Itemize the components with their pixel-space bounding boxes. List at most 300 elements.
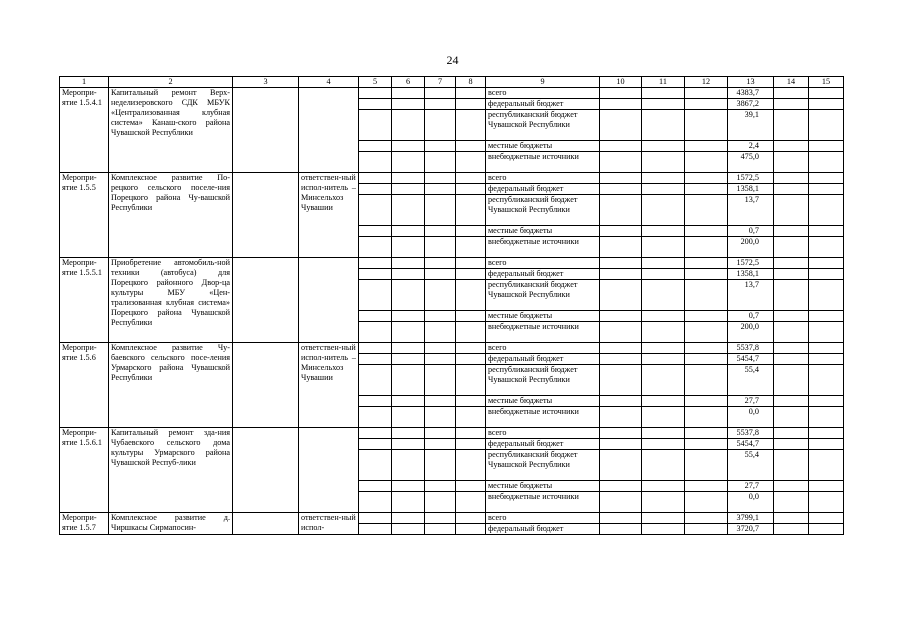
executor: ответствен-ный испол-: [299, 513, 359, 535]
empty-cell: [809, 343, 844, 354]
empty-cell: [774, 88, 809, 99]
empty-cell: [359, 513, 392, 524]
empty-cell: [425, 396, 456, 407]
funding-source: внебюджетные источники: [486, 152, 600, 173]
empty-cell: [809, 184, 844, 195]
funding-source: всего: [486, 88, 600, 99]
empty-cell: [685, 141, 728, 152]
amount-value: 55,4: [728, 450, 774, 481]
empty-cell: [425, 492, 456, 513]
amount-value: 1358,1: [728, 184, 774, 195]
empty-cell: [809, 141, 844, 152]
empty-cell: [642, 439, 685, 450]
page-number: 24: [446, 53, 459, 67]
empty-cell: [809, 492, 844, 513]
empty-cell: [809, 513, 844, 524]
column-header: 7: [425, 77, 456, 88]
empty-cell: [642, 226, 685, 237]
empty-cell: [774, 428, 809, 439]
funding-source: местные бюджеты: [486, 141, 600, 152]
empty-cell: [425, 237, 456, 258]
empty-cell: [685, 184, 728, 195]
empty-cell: [359, 99, 392, 110]
empty-cell: [642, 152, 685, 173]
empty-cell: [774, 152, 809, 173]
activity-name: Комплексное развитие По-рецкого сельского поселе-ния Порецкого района Чу-вашской Республики: [109, 173, 233, 258]
empty-cell: [809, 110, 844, 141]
empty-cell: [685, 322, 728, 343]
funding-source: всего: [486, 258, 600, 269]
empty-cell: [685, 343, 728, 354]
column-header: 2: [109, 77, 233, 88]
funding-source: республиканский бюджет Чувашской Республики: [486, 280, 600, 311]
column-header: 3: [233, 77, 299, 88]
empty-cell: [392, 481, 425, 492]
empty-cell: [642, 195, 685, 226]
empty-cell: [685, 110, 728, 141]
amount-value: 5537,8: [728, 343, 774, 354]
empty-cell: [392, 88, 425, 99]
table-row: [60, 88, 844, 99]
empty-cell: [456, 88, 486, 99]
empty-cell: [600, 450, 642, 481]
activity-name: Комплексное развитие Чу-баевского сельского посе-ления Урмарского района Чувашской Республики: [109, 343, 233, 428]
empty-cell: [600, 481, 642, 492]
empty-cell: [809, 524, 844, 535]
amount-value: 1572,5: [728, 173, 774, 184]
empty-cell: [425, 88, 456, 99]
column-header: 15: [809, 77, 844, 88]
empty-cell: [600, 280, 642, 311]
empty-cell: [456, 513, 486, 524]
empty-cell: [685, 226, 728, 237]
empty-cell: [809, 407, 844, 428]
empty-cell: [774, 365, 809, 396]
empty-cell: [425, 269, 456, 280]
empty-cell: [642, 513, 685, 524]
amount-value: 1572,5: [728, 258, 774, 269]
empty-cell: [425, 481, 456, 492]
funding-source: федеральный бюджет: [486, 524, 600, 535]
empty-cell: [642, 269, 685, 280]
empty-cell: [233, 513, 299, 535]
empty-cell: [359, 450, 392, 481]
empty-cell: [359, 195, 392, 226]
empty-cell: [456, 173, 486, 184]
funding-source: внебюджетные источники: [486, 322, 600, 343]
funding-source: федеральный бюджет: [486, 184, 600, 195]
empty-cell: [809, 226, 844, 237]
empty-cell: [456, 524, 486, 535]
empty-cell: [456, 99, 486, 110]
empty-cell: [392, 354, 425, 365]
column-header: 12: [685, 77, 728, 88]
amount-value: 200,0: [728, 237, 774, 258]
empty-cell: [392, 365, 425, 396]
empty-cell: [425, 184, 456, 195]
amount-value: 200,0: [728, 322, 774, 343]
empty-cell: [685, 354, 728, 365]
amount-value: 4383,7: [728, 88, 774, 99]
empty-cell: [456, 450, 486, 481]
executor: ответствен-ный испол-нитель – Минсельхоз Чувашии: [299, 343, 359, 428]
empty-cell: [774, 195, 809, 226]
executor: [299, 258, 359, 343]
empty-cell: [685, 88, 728, 99]
empty-cell: [456, 152, 486, 173]
empty-cell: [392, 311, 425, 322]
program-activities-table: [59, 76, 844, 535]
amount-value: 27,7: [728, 396, 774, 407]
activity-number: Меропри-ятие 1.5.6.1: [60, 428, 109, 513]
empty-cell: [600, 173, 642, 184]
empty-cell: [359, 439, 392, 450]
empty-cell: [456, 226, 486, 237]
funding-source: всего: [486, 428, 600, 439]
column-header: 10: [600, 77, 642, 88]
empty-cell: [425, 99, 456, 110]
amount-value: 1358,1: [728, 269, 774, 280]
empty-cell: [685, 524, 728, 535]
column-header: 1: [60, 77, 109, 88]
empty-cell: [600, 396, 642, 407]
empty-cell: [425, 110, 456, 141]
empty-cell: [359, 280, 392, 311]
empty-cell: [774, 492, 809, 513]
activity-number: Меропри-ятие 1.5.5.1: [60, 258, 109, 343]
table-row: [60, 343, 844, 354]
empty-cell: [456, 428, 486, 439]
empty-cell: [359, 173, 392, 184]
empty-cell: [600, 110, 642, 141]
empty-cell: [359, 354, 392, 365]
empty-cell: [425, 173, 456, 184]
empty-cell: [685, 428, 728, 439]
empty-cell: [685, 407, 728, 428]
empty-cell: [456, 343, 486, 354]
funding-source: внебюджетные источники: [486, 407, 600, 428]
activity-number: Меропри-ятие 1.5.5: [60, 173, 109, 258]
empty-cell: [425, 450, 456, 481]
empty-cell: [600, 226, 642, 237]
empty-cell: [685, 396, 728, 407]
empty-cell: [392, 269, 425, 280]
activity-name: Приобретение автомобиль-ной техники (автобуса) для Порецкого районного Двор-ца культуры МБУ «Цен-трализованная клубная система» Порецкого района Чувашской Республики: [109, 258, 233, 343]
amount-value: 475,0: [728, 152, 774, 173]
empty-cell: [809, 450, 844, 481]
table-row: [60, 258, 844, 269]
column-header: 13: [728, 77, 774, 88]
empty-cell: [600, 365, 642, 396]
empty-cell: [809, 481, 844, 492]
empty-cell: [425, 354, 456, 365]
empty-cell: [685, 173, 728, 184]
empty-cell: [774, 141, 809, 152]
empty-cell: [456, 492, 486, 513]
empty-cell: [809, 428, 844, 439]
activity-name: Капитальный ремонт Верх-неделизеровского СДК МБУК «Централизованная клубная система» Канаш-ского района Чувашской Республики: [109, 88, 233, 173]
empty-cell: [774, 450, 809, 481]
empty-cell: [392, 513, 425, 524]
empty-cell: [456, 258, 486, 269]
empty-cell: [600, 311, 642, 322]
amount-value: 13,7: [728, 195, 774, 226]
empty-cell: [425, 365, 456, 396]
column-header: 5: [359, 77, 392, 88]
empty-cell: [809, 322, 844, 343]
empty-cell: [774, 322, 809, 343]
empty-cell: [774, 407, 809, 428]
empty-cell: [359, 407, 392, 428]
empty-cell: [359, 365, 392, 396]
amount-value: 5454,7: [728, 439, 774, 450]
empty-cell: [425, 513, 456, 524]
empty-cell: [685, 237, 728, 258]
empty-cell: [600, 195, 642, 226]
empty-cell: [809, 365, 844, 396]
empty-cell: [359, 311, 392, 322]
empty-cell: [425, 226, 456, 237]
empty-cell: [774, 237, 809, 258]
empty-cell: [456, 365, 486, 396]
empty-cell: [392, 492, 425, 513]
activity-name: Капитальный ремонт зда-ния Чубаевского сельского дома культуры Урмарского района Чувашской Респуб-лики: [109, 428, 233, 513]
empty-cell: [774, 524, 809, 535]
amount-value: 3720,7: [728, 524, 774, 535]
funding-source: федеральный бюджет: [486, 269, 600, 280]
empty-cell: [425, 524, 456, 535]
empty-cell: [359, 396, 392, 407]
empty-cell: [392, 280, 425, 311]
empty-cell: [774, 269, 809, 280]
empty-cell: [392, 396, 425, 407]
empty-cell: [809, 269, 844, 280]
empty-cell: [359, 88, 392, 99]
empty-cell: [600, 513, 642, 524]
empty-cell: [233, 173, 299, 258]
empty-cell: [809, 99, 844, 110]
column-header: 14: [774, 77, 809, 88]
empty-cell: [456, 110, 486, 141]
empty-cell: [392, 439, 425, 450]
funding-source: республиканский бюджет Чувашской Республики: [486, 365, 600, 396]
amount-value: 3799,1: [728, 513, 774, 524]
empty-cell: [425, 141, 456, 152]
amount-value: 39,1: [728, 110, 774, 141]
empty-cell: [809, 237, 844, 258]
amount-value: 3867,2: [728, 99, 774, 110]
funding-source: местные бюджеты: [486, 311, 600, 322]
empty-cell: [600, 184, 642, 195]
empty-cell: [642, 407, 685, 428]
empty-cell: [456, 396, 486, 407]
empty-cell: [359, 428, 392, 439]
empty-cell: [642, 88, 685, 99]
empty-cell: [809, 311, 844, 322]
empty-cell: [392, 322, 425, 343]
empty-cell: [774, 354, 809, 365]
empty-cell: [774, 184, 809, 195]
empty-cell: [774, 343, 809, 354]
empty-cell: [809, 173, 844, 184]
empty-cell: [600, 88, 642, 99]
table-row: [60, 173, 844, 184]
empty-cell: [774, 311, 809, 322]
empty-cell: [392, 110, 425, 141]
empty-cell: [600, 152, 642, 173]
empty-cell: [809, 439, 844, 450]
funding-source: местные бюджеты: [486, 396, 600, 407]
empty-cell: [600, 428, 642, 439]
column-header: 4: [299, 77, 359, 88]
executor: [299, 428, 359, 513]
empty-cell: [600, 354, 642, 365]
empty-cell: [425, 195, 456, 226]
empty-cell: [600, 492, 642, 513]
empty-cell: [456, 439, 486, 450]
empty-cell: [685, 152, 728, 173]
empty-cell: [642, 99, 685, 110]
empty-cell: [392, 524, 425, 535]
empty-cell: [359, 152, 392, 173]
empty-cell: [359, 481, 392, 492]
empty-cell: [642, 237, 685, 258]
empty-cell: [774, 280, 809, 311]
column-header: 9: [486, 77, 600, 88]
activity-number: Меропри-ятие 1.5.7: [60, 513, 109, 535]
empty-cell: [392, 99, 425, 110]
empty-cell: [456, 195, 486, 226]
empty-cell: [685, 513, 728, 524]
activity-number: Меропри-ятие 1.5.6: [60, 343, 109, 428]
amount-value: 5454,7: [728, 354, 774, 365]
empty-cell: [600, 343, 642, 354]
activity-number: Меропри-ятие 1.5.4.1: [60, 88, 109, 173]
amount-value: 5537,8: [728, 428, 774, 439]
amount-value: 2,4: [728, 141, 774, 152]
empty-cell: [359, 110, 392, 141]
amount-value: 0,0: [728, 492, 774, 513]
empty-cell: [685, 269, 728, 280]
column-header: 6: [392, 77, 425, 88]
empty-cell: [425, 428, 456, 439]
empty-cell: [392, 450, 425, 481]
funding-source: республиканский бюджет Чувашской Республики: [486, 110, 600, 141]
empty-cell: [642, 322, 685, 343]
empty-cell: [774, 110, 809, 141]
empty-cell: [685, 99, 728, 110]
funding-source: федеральный бюджет: [486, 354, 600, 365]
empty-cell: [642, 343, 685, 354]
empty-cell: [774, 439, 809, 450]
empty-cell: [809, 280, 844, 311]
empty-cell: [425, 407, 456, 428]
empty-cell: [359, 492, 392, 513]
empty-cell: [774, 99, 809, 110]
empty-cell: [425, 439, 456, 450]
funding-source: федеральный бюджет: [486, 99, 600, 110]
empty-cell: [642, 110, 685, 141]
empty-cell: [456, 311, 486, 322]
funding-source: местные бюджеты: [486, 226, 600, 237]
empty-cell: [425, 152, 456, 173]
funding-source: внебюджетные источники: [486, 237, 600, 258]
empty-cell: [600, 407, 642, 428]
amount-value: 0,0: [728, 407, 774, 428]
empty-cell: [685, 365, 728, 396]
empty-cell: [456, 481, 486, 492]
empty-cell: [685, 450, 728, 481]
amount-value: 0,7: [728, 311, 774, 322]
empty-cell: [359, 524, 392, 535]
table-row: [60, 428, 844, 439]
funding-source: республиканский бюджет Чувашской Республики: [486, 450, 600, 481]
empty-cell: [642, 481, 685, 492]
empty-cell: [359, 269, 392, 280]
empty-cell: [392, 184, 425, 195]
empty-cell: [359, 258, 392, 269]
empty-cell: [392, 195, 425, 226]
empty-cell: [642, 524, 685, 535]
funding-source: республиканский бюджет Чувашской Республики: [486, 195, 600, 226]
empty-cell: [774, 258, 809, 269]
empty-cell: [600, 269, 642, 280]
empty-cell: [774, 173, 809, 184]
empty-cell: [392, 258, 425, 269]
empty-cell: [774, 226, 809, 237]
empty-cell: [642, 365, 685, 396]
column-header: 11: [642, 77, 685, 88]
activity-name: Комплексное развитие д. Чиршкасы Сирмапосин-: [109, 513, 233, 535]
empty-cell: [685, 258, 728, 269]
empty-cell: [809, 195, 844, 226]
amount-value: 0,7: [728, 226, 774, 237]
empty-cell: [642, 280, 685, 311]
empty-cell: [685, 195, 728, 226]
empty-cell: [233, 343, 299, 428]
empty-cell: [600, 322, 642, 343]
empty-cell: [774, 513, 809, 524]
funding-source: внебюджетные источники: [486, 492, 600, 513]
amount-value: 13,7: [728, 280, 774, 311]
empty-cell: [809, 396, 844, 407]
empty-cell: [456, 269, 486, 280]
empty-cell: [774, 396, 809, 407]
empty-cell: [642, 258, 685, 269]
column-header-row: [60, 77, 844, 88]
empty-cell: [456, 141, 486, 152]
empty-cell: [359, 343, 392, 354]
empty-cell: [642, 492, 685, 513]
empty-cell: [359, 237, 392, 258]
empty-cell: [456, 407, 486, 428]
empty-cell: [809, 258, 844, 269]
column-header: 8: [456, 77, 486, 88]
empty-cell: [685, 481, 728, 492]
empty-cell: [359, 141, 392, 152]
empty-cell: [642, 173, 685, 184]
table-row: [60, 513, 844, 524]
empty-cell: [600, 99, 642, 110]
funding-source: местные бюджеты: [486, 481, 600, 492]
empty-cell: [642, 141, 685, 152]
empty-cell: [392, 173, 425, 184]
funding-source: всего: [486, 173, 600, 184]
empty-cell: [392, 428, 425, 439]
empty-cell: [774, 481, 809, 492]
funding-source: всего: [486, 343, 600, 354]
empty-cell: [425, 343, 456, 354]
